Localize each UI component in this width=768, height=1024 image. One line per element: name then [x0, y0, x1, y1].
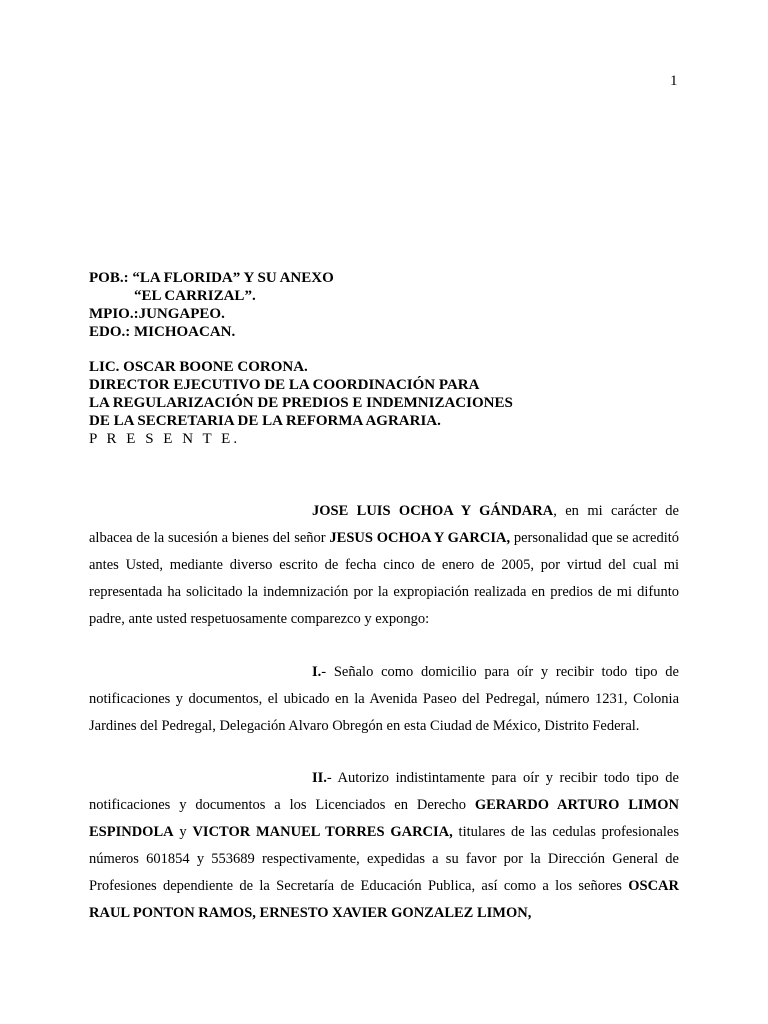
petitioner-name: JOSE LUIS OCHOA Y GÁNDARA	[312, 503, 554, 519]
deceased-name: JESUS OCHOA Y GARCIA,	[329, 530, 511, 546]
clause-two-numeral: II.	[312, 770, 327, 786]
lawyer-one-name: GERARDO ARTURO LIMON ESPINDOLA	[89, 797, 679, 840]
municipality-line: MPIO.:JUNGAPEO.	[89, 306, 225, 322]
clause-two-text-a: - Autorizo indistintamente para oír y recibir todo tipo de notificaciones y documentos a los Licenciados en Derecho	[89, 770, 679, 813]
location-header	[89, 269, 334, 341]
lawyer-two-name: VICTOR MANUEL TORRES GARCIA,	[192, 824, 453, 840]
intro-text-a: , en mi carácter de albacea de la sucesión a bienes del señor	[89, 503, 679, 546]
authorized-persons-names: OSCAR RAUL PONTON RAMOS, ERNESTO XAVIER GONZALEZ LIMON,	[89, 878, 679, 921]
addressee-block	[89, 358, 513, 448]
state-line: EDO.: MICHOACAN.	[89, 324, 236, 340]
page-number: 1	[670, 73, 678, 89]
clause-two-text-c: titulares de las cedulas profesionales números 601854 y 553689 respectivamente, expedidas a su favor por la Dirección General de Profesiones dependiente de la Secretaría de Educación Publica, así como a los señores	[89, 824, 679, 894]
pob-line: POB.: “LA FLORIDA” Y SU ANEXO	[89, 270, 334, 286]
pob-annex-line: “EL CARRIZAL”.	[134, 288, 256, 304]
clause-two-paragraph	[89, 765, 679, 927]
clause-one-numeral: I.	[312, 664, 322, 680]
clause-one-paragraph	[89, 659, 679, 740]
clause-one-text: - Señalo como domicilio para oír y recibir todo tipo de notificaciones y documentos, el ubicado en la Avenida Paseo del Pedregal, número 1231, Colonia Jardines del Pedregal, Delegación Alvaro Obregón en esta Ciudad de México, Distrito Federal.	[89, 664, 679, 734]
intro-paragraph	[89, 498, 679, 633]
addressee-title-line-1: DIRECTOR EJECUTIVO DE LA COORDINACIÓN PARA	[89, 377, 480, 393]
addressee-title-line-3: DE LA SECRETARIA DE LA REFORMA AGRARIA.	[89, 413, 441, 429]
presente-line: P R E S E N T E.	[89, 431, 241, 447]
addressee-name: LIC. OSCAR BOONE CORONA.	[89, 359, 308, 375]
clause-two-text-b: y	[173, 824, 193, 840]
addressee-title-line-2: LA REGULARIZACIÓN DE PREDIOS E INDEMNIZACIONES	[89, 395, 513, 411]
intro-text-b: personalidad que se acreditó antes Usted, mediante diverso escrito de fecha cinco de enero de 2005, por virtud del cual mi representada ha solicitado la indemnización por la expropiación realizada en predios de mi difunto padre, ante usted respetuosamente comparezco y expongo:	[89, 530, 679, 627]
